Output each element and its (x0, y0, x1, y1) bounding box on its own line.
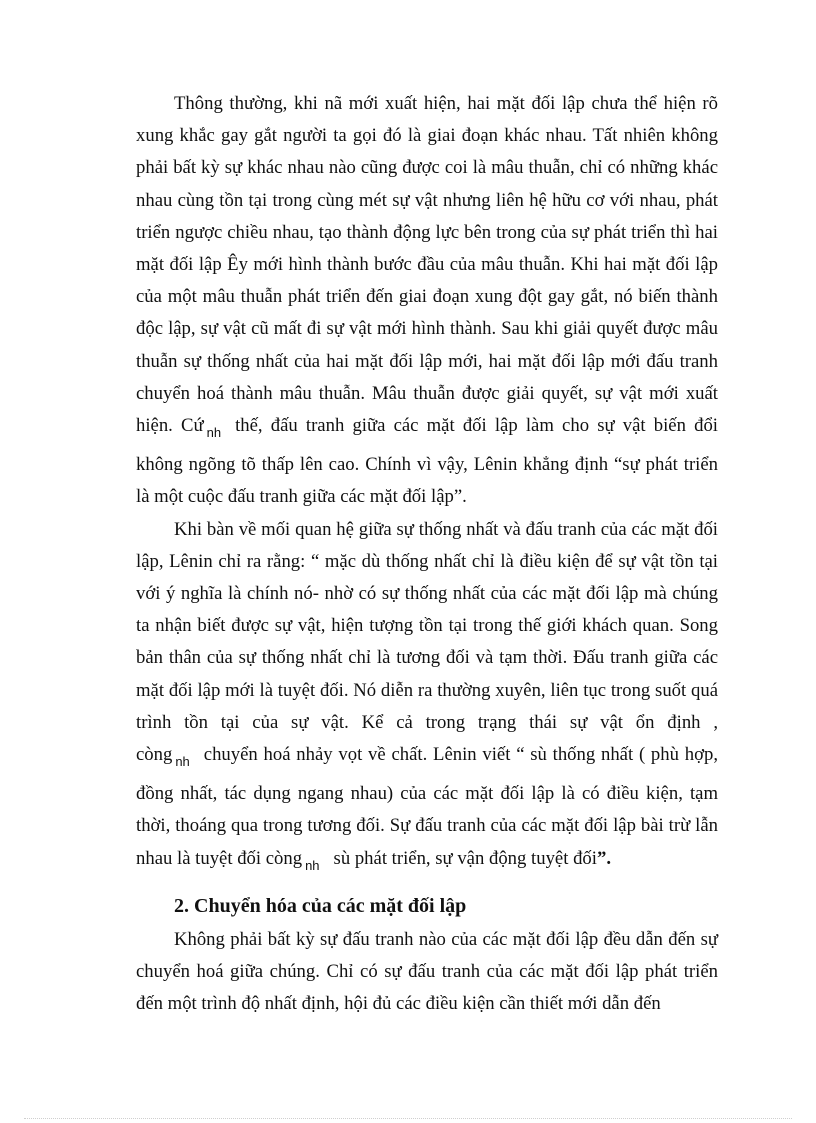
paragraph-2 (136, 514, 718, 882)
paragraph-1-text-a: Thông thường, khi nã mới xuất hiện, hai mặt đối lập chưa thể hiện rõ xung khắc gay gắt người ta gọi đó là giai đoạn khác nhau. Tất nhiên không phải bất kỳ sự khác nhau nào cũng được coi là mâu thuẫn, chỉ có những khác nhau cùng tồn tại trong cùng mét sự vật nhưng liên hệ hữu cơ với nhau, phát triển ngược chiều nhau, tạo thành động lực bên trong của sự phát triển thì hai mặt đối lập Êy mới hình thành bước đầu của mâu thuẫn. Khi hai mặt đối lập của một mâu thuẫn phát triển đến giai đoạn xung đột gay gắt, nó biến thành độc lập, sự vật cũ mất đi sự vật mới hình thành. Sau khi giải quyết được mâu thuẫn sự thống nhất của hai mặt đối lập mới, hai mặt đối lập mới đấu tranh chuyển hoá thành mâu thuẫn. Mâu thuẫn được giải quyết, sự vật mới xuất hiện. Cứ (136, 93, 718, 437)
page-body (136, 88, 718, 1020)
paragraph-3: Không phải bất kỳ sự đấu tranh nào của các mặt đối lập đều dẫn đến sự chuyển hoá giữa chúng. Chỉ có sự đấu tranh của các mặt đối lập phát triển đến một trình độ nhất định, hội đủ các điều kiện cần thiết mới dẫn đến (136, 928, 718, 1015)
page-bottom-divider (24, 1118, 792, 1119)
subscript-nh: nh (175, 754, 190, 770)
subscript-nh: nh (206, 425, 222, 441)
section-heading: 2. Chuyển hóa của các mặt đối lập (174, 894, 467, 917)
closing-quote: ”. (596, 847, 611, 869)
paragraph-2-text-b: chuyển hoá nhảy vọt về chất. Lênin viết “ sù thống nhất ( phù hợp, đồng nhất, tác dụng ngang nhau) của các mặt đối lập là có điều kiện, tạm thời, thoáng qua trong tương đối. Sự đấu tranh của các mặt đối lập bài trừ lẫn nhau là tuyệt đối còng (136, 744, 718, 869)
paragraph-1-text-b: thế, đấu tranh giữa các mặt đối lập làm cho sự vật biến đổi không ngõng tõ thấp lên cao. Chính vì vậy, Lênin khẳng định “sự phát triển là một cuộc đấu tranh giữa các mặt đối lập”. (136, 415, 718, 508)
subscript-nh: nh (305, 857, 320, 873)
paragraph-1 (136, 88, 718, 514)
paragraph-2-text-c: sù phát triển, sự vận động tuyệt đối (333, 847, 597, 869)
paragraph-2-text-a: Khi bàn về mối quan hệ giữa sự thống nhất và đấu tranh của các mặt đối lập, Lênin chỉ ra rằng: “ mặc dù thống nhất chỉ là điều kiện để sự vật tồn tại với ý nghĩa là chính nó- nhờ có sự thống nhất của các mặt đối lập mà chúng ta nhận biết được sự vật, hiện tượng tồn tại trong thế giới khách quan. Song bản thân của sự thống nhất chỉ là tương đối và tạm thời. Đấu tranh giữa các mặt đối lập mới là tuyệt đối. Nó diễn ra thường xuyên, liên tục trong suốt quá trình tồn tại của sự vật. Kể cả trong trạng thái sự vật ổn định , còng (136, 518, 718, 766)
